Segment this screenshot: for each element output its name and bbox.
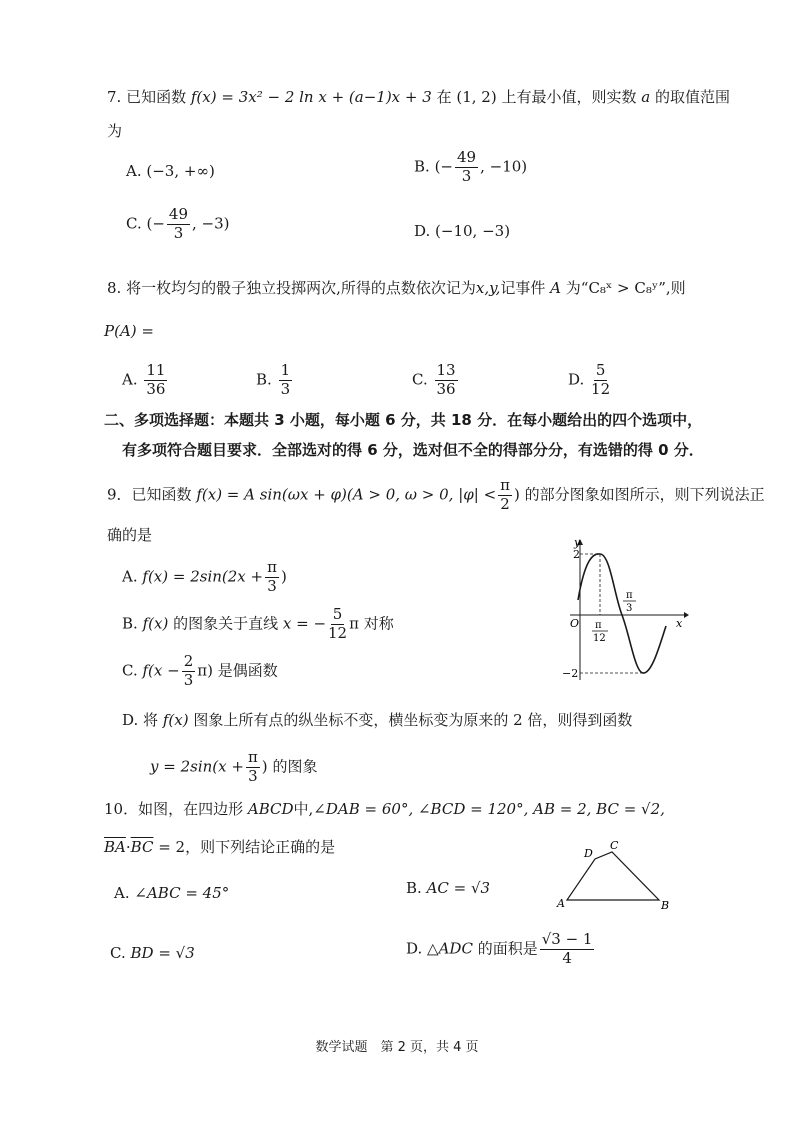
q8-condition: C₈ˣ > C₈ʸ	[588, 279, 659, 297]
numerator: 1	[280, 361, 291, 379]
option-label: B.	[414, 157, 430, 176]
option-label: B.	[256, 370, 272, 389]
option-label: C.	[122, 661, 138, 680]
q7-stem-prefix: 7. 已知函数	[107, 88, 187, 106]
q8-option-b[interactable]	[256, 363, 294, 398]
numerator: 11	[146, 361, 166, 379]
option-text: x = −	[282, 614, 327, 633]
numerator: 13	[436, 361, 456, 379]
q10-conditions: ∠DAB = 60°, ∠BCD = 120°, AB = 2, BC = √2,	[313, 800, 665, 818]
denominator: 3	[173, 223, 184, 242]
option-text: ∠ABC = 45°	[134, 884, 230, 902]
numerator: π	[267, 558, 277, 576]
q10-vector-bc: $\overline{BC}$	[130, 838, 154, 856]
option-text: π)	[197, 661, 213, 680]
tick1-numerator: π	[595, 620, 602, 631]
fraction	[167, 207, 190, 242]
option-label: C.	[126, 214, 142, 233]
option-text: , −10)	[480, 157, 528, 176]
quadrilateral	[567, 852, 659, 900]
option-label: B.	[406, 879, 422, 897]
q10-stem	[104, 798, 665, 819]
q9-sine-graph	[560, 534, 690, 684]
option-text: BD = √3	[130, 944, 195, 962]
tick1-denominator: 12	[593, 633, 606, 644]
fraction	[498, 478, 512, 513]
q8-event: A	[550, 279, 561, 297]
y-max-label: 2	[573, 548, 580, 561]
q10-vector-eq: = 2	[158, 838, 186, 856]
option-text: π 对称	[349, 614, 394, 633]
q9-function: f(x) = A sin(ωx + φ)(A > 0, ω > 0, |φ| <	[196, 485, 497, 504]
denominator: 4	[562, 948, 572, 967]
q9-option-d-line2	[150, 750, 317, 785]
option-text: 的面积是	[477, 939, 538, 958]
q10-dot: ·	[125, 838, 131, 856]
q7-stem-mid: 在	[436, 88, 452, 106]
option-text: 图象上所有点的纵坐标不变，横坐标变为原来的 2 倍，则得到函数	[193, 711, 633, 729]
q8-stem-mid: 记事件	[500, 279, 546, 297]
fraction	[279, 363, 293, 398]
y-axis-label: y	[574, 536, 581, 549]
q10-stem-prefix: 10．如图，在四边形	[104, 800, 244, 818]
fraction	[182, 654, 196, 689]
q8-stem-end: ”,则	[658, 279, 686, 297]
q10-option-b[interactable]	[406, 879, 490, 897]
fraction	[246, 750, 260, 785]
option-text: 的图象	[272, 757, 318, 776]
denominator: 3	[267, 576, 277, 595]
option-text: AC = √3	[426, 879, 491, 897]
option-text: 是偶函数	[217, 661, 278, 680]
fraction	[540, 932, 595, 967]
option-text: 的图象关于直线	[173, 614, 279, 633]
q7-var: a	[641, 88, 651, 106]
option-label: A.	[114, 884, 130, 902]
vertex-d-label: D	[584, 847, 593, 860]
q9-stem-end: 的部分图象如图所示，则下列说法正	[524, 485, 765, 504]
denominator: 3	[280, 379, 291, 398]
q8-stem-prefix: 8. 将一枚均匀的骰子独立投掷两次,所得的点数依次记为	[107, 279, 476, 297]
option-text: f(x) = 2sin(2x +	[142, 567, 264, 586]
q7-option-a[interactable]	[126, 162, 215, 180]
q10-stem-end: ，则下列结论正确的是	[185, 838, 336, 856]
q7-stem	[107, 86, 730, 107]
fraction	[328, 607, 347, 642]
denominator: 3	[461, 166, 472, 185]
option-label: D.	[568, 370, 585, 389]
option-label: C.	[110, 944, 126, 962]
option-text: , −3)	[192, 214, 230, 233]
numerator: 2	[183, 652, 194, 670]
q7-option-c[interactable]	[126, 207, 230, 242]
tick2-denominator: 3	[626, 603, 633, 614]
q9-close: )	[514, 485, 520, 504]
q9-option-d[interactable]	[122, 709, 632, 730]
origin-label: O	[570, 617, 580, 630]
section2-heading-line2: 有多项符合题目要求．全部选对的得 6 分，选对但不全的得部分分，有选错的得 0 分．	[122, 441, 704, 459]
q8-option-a[interactable]	[122, 363, 169, 398]
section2-heading-line1: 二、多项选择题：本题共 3 小题，每小题 6 分，共 18 分．在每小题给出的四个选项中，	[104, 411, 703, 429]
q10-stem-mid: 中,	[293, 800, 314, 818]
q7-stem-end: 的取值范围	[655, 88, 731, 106]
q9-option-b[interactable]	[122, 607, 394, 642]
option-text: y = 2sin(x +	[150, 757, 244, 776]
q7-function: f(x) = 3x² − 2 ln x + (a−1)x + 3	[190, 88, 432, 106]
option-text: △ADC	[427, 939, 473, 958]
q10-vector-ba: $\overline{BA}$	[104, 838, 126, 856]
q9-stem	[107, 478, 765, 513]
q7-option-d[interactable]	[414, 222, 510, 240]
vertex-b-label: B	[661, 899, 670, 912]
q7-option-b[interactable]	[414, 150, 527, 185]
sine-curve	[578, 554, 666, 673]
numerator: 49	[168, 205, 189, 223]
option-label: A.	[122, 370, 138, 389]
option-text: (−10, −3)	[435, 222, 511, 240]
q10-option-d[interactable]	[406, 932, 596, 967]
denominator: 3	[183, 670, 194, 689]
q10-quad: ABCD	[247, 800, 294, 818]
fraction	[144, 363, 167, 398]
q8-vars: x,y,	[475, 279, 501, 297]
option-text: 将	[143, 711, 159, 729]
option-text: f(x −	[142, 661, 180, 680]
fraction	[435, 363, 458, 398]
fraction	[455, 150, 478, 185]
q7-interval: (1, 2)	[456, 88, 497, 106]
denominator: 12	[328, 623, 348, 642]
x-axis-label: x	[676, 617, 683, 630]
option-text: f(x)	[162, 711, 189, 729]
q8-stem	[107, 277, 686, 298]
q7-stem-suffix: 上有最小值，则实数	[501, 88, 637, 106]
fraction	[265, 560, 279, 595]
fraction	[591, 363, 610, 398]
numerator: 5	[595, 361, 606, 379]
vertex-a-label: A	[557, 897, 565, 910]
denominator: 36	[146, 379, 166, 398]
q7-stem-wrap: 为	[107, 122, 123, 140]
vertex-c-label: C	[610, 839, 619, 852]
option-text: (−	[434, 157, 453, 176]
option-text: f(x)	[142, 614, 169, 633]
numerator: √3 − 1	[541, 930, 593, 948]
q8-probability: P(A) =	[104, 322, 154, 340]
q9-stem-prefix: 9．已知函数	[107, 485, 192, 504]
option-label: B.	[122, 614, 138, 633]
option-label: A.	[122, 567, 138, 586]
q10-quadrilateral-figure	[555, 836, 675, 916]
denominator: 3	[248, 766, 258, 785]
option-text: (−	[146, 214, 165, 233]
denominator: 36	[436, 379, 456, 398]
q8-option-c[interactable]	[412, 363, 460, 398]
q10-stem-line2	[104, 836, 335, 857]
option-label: D.	[122, 711, 139, 729]
q9-option-a[interactable]	[122, 560, 287, 595]
numerator: π	[247, 748, 258, 766]
q9-stem-wrap: 确的是	[107, 526, 153, 544]
y-min-label: −2	[562, 667, 579, 680]
denominator: 2	[500, 494, 510, 513]
numerator: 49	[457, 148, 477, 166]
option-label: A.	[126, 162, 142, 180]
option-text: )	[261, 757, 268, 776]
numerator: 5	[332, 605, 343, 623]
page-footer: 数学试题 第 2 页，共 4 页	[315, 1040, 479, 1055]
option-label: C.	[412, 370, 428, 389]
q10-option-a[interactable]	[114, 884, 229, 902]
x-axis-arrow	[684, 612, 689, 618]
denominator: 12	[591, 379, 611, 398]
option-label: D.	[414, 222, 431, 240]
option-text: (−3, +∞)	[146, 162, 215, 180]
option-text: )	[280, 567, 287, 586]
tick2-numerator: π	[626, 590, 633, 601]
option-label: D.	[406, 939, 423, 958]
q8-stem-mid2: 为“	[565, 279, 589, 297]
q8-option-d[interactable]	[568, 363, 612, 398]
q9-option-c[interactable]	[122, 654, 278, 689]
numerator: π	[500, 476, 510, 494]
q10-option-c[interactable]	[110, 944, 195, 962]
